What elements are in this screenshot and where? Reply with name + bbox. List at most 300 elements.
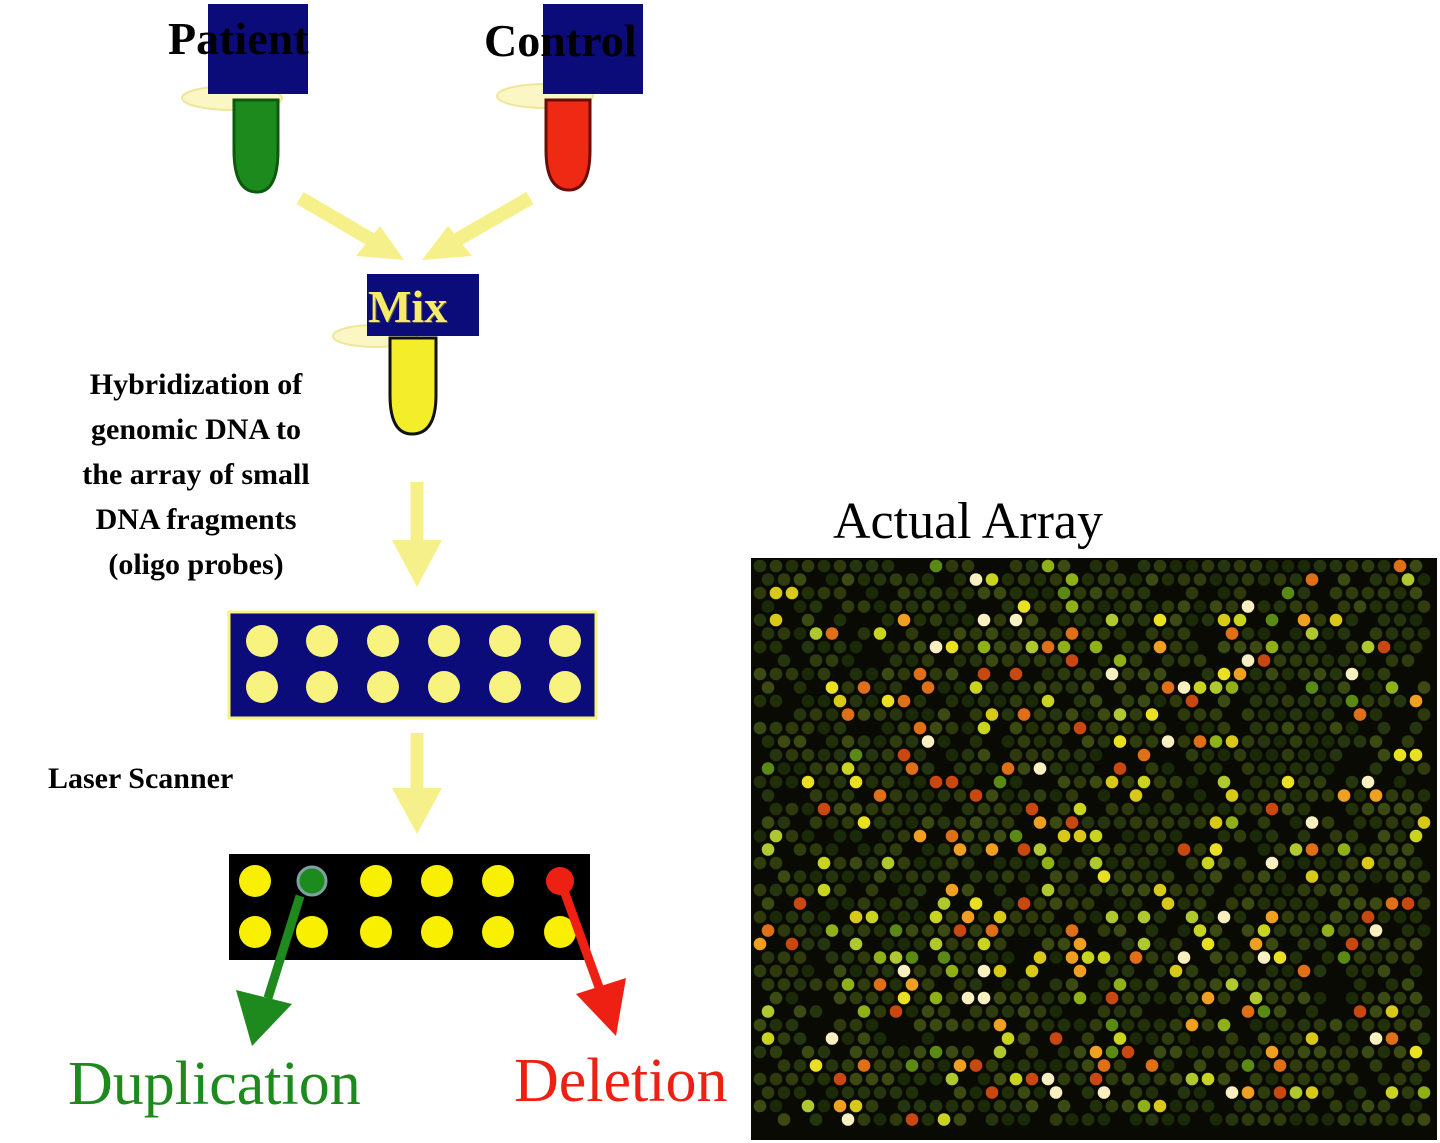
array-spot [1274,1086,1287,1099]
array-spot [1074,830,1087,843]
array-spot [1154,776,1167,789]
array-spot [1138,587,1151,600]
array-spot [1138,938,1151,951]
array-spot [1282,884,1295,897]
array-spot [1050,951,1063,964]
array-spot [1138,830,1151,843]
array-spot [1034,897,1047,910]
array-spot [1098,816,1111,829]
array-spot [914,1019,927,1032]
array-spot [930,992,943,1005]
array-spot [1114,762,1127,775]
array-spot [938,924,951,937]
array-spot [1058,587,1071,600]
array-spot [1018,573,1031,586]
array-spot [802,776,815,789]
array-spot [898,668,911,681]
array-spot [794,708,807,721]
array-spot [946,857,959,870]
array-spot [1202,1100,1215,1113]
array-spot [946,992,959,1005]
array-spot [1074,1046,1087,1059]
array-spot [770,911,783,924]
array-spot [994,1100,1007,1113]
array-spot [882,560,895,573]
array-spot [842,978,855,991]
array-spot [1034,816,1047,829]
array-spot [946,695,959,708]
array-spot [1370,816,1383,829]
array-spot [1386,870,1399,883]
array-spot [1114,1059,1127,1072]
laser-scanner-label: Laser Scanner [48,762,234,795]
array-spot [802,911,815,924]
array-spot [762,978,775,991]
array-spot [1218,965,1231,978]
array-spot [1082,1059,1095,1072]
array-spot [1178,708,1191,721]
array-spot [802,965,815,978]
array-spot [1410,1100,1423,1113]
array-spot [874,573,887,586]
array-spot [1018,762,1031,775]
array-spot [754,1073,767,1086]
array-spot [1122,641,1135,654]
array-spot [858,762,871,775]
array-spot [1410,965,1423,978]
array-spot [1098,573,1111,586]
array-spot [1154,911,1167,924]
array-spot [1314,641,1327,654]
array-spot [818,803,831,816]
array-spot [1074,614,1087,627]
array-spot [1282,911,1295,924]
array-spot [1002,870,1015,883]
array-spot [1362,857,1375,870]
array-spot [778,654,791,667]
array-spot [770,803,783,816]
array-spot [1354,1086,1367,1099]
array-spot [858,627,871,640]
array-spot [922,1059,935,1072]
array-spot [1370,762,1383,775]
array-spot [914,803,927,816]
array-spot [898,776,911,789]
array-spot [1090,776,1103,789]
array-spot [1162,627,1175,640]
array-spot [1058,1073,1071,1086]
array-spot [1290,978,1303,991]
array-spot [1218,911,1231,924]
array-spot [754,911,767,924]
array-spot [1106,1046,1119,1059]
array-spot [1026,560,1039,573]
array-spot [1066,1113,1079,1126]
array-spot [1170,884,1183,897]
array-spot [794,951,807,964]
array-spot [1090,587,1103,600]
array-spot [858,843,871,856]
array-spot [1018,897,1031,910]
array-spot [842,708,855,721]
array-spot [874,735,887,748]
probe-dot [367,671,399,703]
array-spot [946,1046,959,1059]
array-spot [890,843,903,856]
array-spot [1042,722,1055,735]
array-spot [1370,951,1383,964]
array-spot [802,830,815,843]
array-spot [1306,870,1319,883]
array-spot [1162,654,1175,667]
array-spot [890,897,903,910]
array-spot [802,614,815,627]
array-spot [914,1073,927,1086]
array-spot [1186,1046,1199,1059]
array-spot [1258,978,1271,991]
array-spot [1290,951,1303,964]
array-spot [1298,749,1311,762]
array-spot [898,803,911,816]
array-spot [922,735,935,748]
array-spot [1250,749,1263,762]
array-spot [890,654,903,667]
array-spot [1218,830,1231,843]
array-spot [1010,560,1023,573]
array-spot [1410,992,1423,1005]
array-spot [1002,897,1015,910]
array-spot [962,1046,975,1059]
array-spot [858,573,871,586]
array-spot [1370,735,1383,748]
array-spot [1242,1005,1255,1018]
array-spot [898,587,911,600]
array-spot [802,695,815,708]
array-spot [1346,1019,1359,1032]
array-spot [954,762,967,775]
array-spot [1202,938,1215,951]
array-spot [1258,627,1271,640]
array-spot [1138,857,1151,870]
array-spot [1186,641,1199,654]
array-spot [986,762,999,775]
array-spot [1346,857,1359,870]
array-spot [778,924,791,937]
array-spot [1114,897,1127,910]
array-spot [850,803,863,816]
array-spot [930,614,943,627]
array-spot [946,641,959,654]
array-spot [770,668,783,681]
array-spot [1194,924,1207,937]
array-spot [1378,722,1391,735]
array-spot [1290,735,1303,748]
array-spot [1386,789,1399,802]
array-spot [1090,668,1103,681]
array-spot [898,911,911,924]
array-spot [1146,951,1159,964]
array-spot [866,1019,879,1032]
array-spot [810,816,823,829]
array-spot [1114,681,1127,694]
array-spot [978,668,991,681]
array-spot [1314,560,1327,573]
array-spot [1034,1059,1047,1072]
array-spot [970,654,983,667]
array-spot [754,668,767,681]
array-spot [1146,978,1159,991]
array-spot [938,816,951,829]
array-spot [834,1019,847,1032]
array-spot [818,641,831,654]
array-spot [1330,695,1343,708]
array-spot [1066,654,1079,667]
array-spot [1418,1113,1431,1126]
array-spot [754,776,767,789]
array-spot [1314,722,1327,735]
array-spot [1034,1086,1047,1099]
array-spot [1050,654,1063,667]
array-spot [914,911,927,924]
array-spot [1394,560,1407,573]
array-spot [1298,1019,1311,1032]
array-spot [922,1113,935,1126]
array-spot [1010,992,1023,1005]
array-spot [1050,816,1063,829]
array-spot [778,951,791,964]
array-spot [898,857,911,870]
array-spot [994,1046,1007,1059]
array-spot [1202,668,1215,681]
array-spot [1386,843,1399,856]
array-spot [834,1073,847,1086]
array-spot [986,1059,999,1072]
array-spot [866,1100,879,1113]
array-spot [986,816,999,829]
array-spot [882,776,895,789]
array-spot [994,1073,1007,1086]
array-spot [1066,627,1079,640]
array-spot [938,870,951,883]
array-spot [786,830,799,843]
probe-dot [549,671,581,703]
array-spot [890,708,903,721]
array-spot [778,627,791,640]
array-spot [778,978,791,991]
array-spot [1194,681,1207,694]
array-spot [1002,1032,1015,1045]
array-spot [1154,857,1167,870]
array-spot [1418,1086,1431,1099]
array-spot [762,681,775,694]
array-spot [1410,857,1423,870]
array-spot [1218,641,1231,654]
array-spot [1018,627,1031,640]
array-spot [1130,1086,1143,1099]
array-spot [1378,1046,1391,1059]
array-spot [770,587,783,600]
array-spot [1194,762,1207,775]
converge-arrow-right-icon [422,198,530,260]
array-spot [1418,627,1431,640]
array-spot [930,803,943,816]
array-spot [1314,938,1327,951]
array-spot [858,897,871,910]
control-label: Control [484,15,637,66]
array-spot [1050,897,1063,910]
array-spot [946,668,959,681]
array-spot [978,803,991,816]
array-spot [1338,924,1351,937]
array-spot [1050,1032,1063,1045]
array-spot [1106,803,1119,816]
array-spot [1362,938,1375,951]
array-spot [1178,843,1191,856]
array-spot [1154,722,1167,735]
array-spot [1402,816,1415,829]
array-spot [1242,708,1255,721]
array-spot [1122,884,1135,897]
array-spot [794,762,807,775]
array-spot [1298,668,1311,681]
array-spot [1354,708,1367,721]
array-spot [1242,789,1255,802]
array-spot [786,587,799,600]
array-spot [834,749,847,762]
array-spot [1034,789,1047,802]
array-spot [1274,843,1287,856]
array-spot [874,897,887,910]
array-spot [1306,681,1319,694]
array-spot [970,735,983,748]
array-spot [1370,897,1383,910]
array-spot [1050,1005,1063,1018]
array-spot [794,681,807,694]
array-spot [1242,627,1255,640]
array-spot [1154,1073,1167,1086]
array-spot [1354,789,1367,802]
array-spot [890,1113,903,1126]
array-spot [1354,897,1367,910]
array-spot [1266,911,1279,924]
array-spot [1026,749,1039,762]
array-spot [954,627,967,640]
array-spot [890,924,903,937]
array-spot [1314,965,1327,978]
array-spot [1234,911,1247,924]
array-spot [1306,897,1319,910]
array-spot [1370,789,1383,802]
array-spot [762,762,775,775]
array-spot [778,762,791,775]
array-spot [1362,587,1375,600]
array-spot [1378,641,1391,654]
array-spot [866,1073,879,1086]
array-spot [890,870,903,883]
array-spot [906,870,919,883]
array-spot [1226,816,1239,829]
array-spot [922,654,935,667]
array-spot [786,776,799,789]
array-spot [786,938,799,951]
array-spot [1146,735,1159,748]
array-spot [1098,843,1111,856]
array-spot [1034,681,1047,694]
array-spot [810,870,823,883]
array-spot [1154,938,1167,951]
array-spot [1226,1086,1239,1099]
array-spot [898,749,911,762]
array-spot [930,911,943,924]
array-spot [1378,560,1391,573]
array-spot [1146,627,1159,640]
probe-dot [549,625,581,657]
array-spot [962,884,975,897]
array-spot [1370,1032,1383,1045]
array-spot [802,641,815,654]
array-spot [1002,789,1015,802]
array-spot [1394,911,1407,924]
array-spot [1314,1073,1327,1086]
array-spot [1114,708,1127,721]
array-spot [826,924,839,937]
array-spot [1178,627,1191,640]
array-spot [842,789,855,802]
array-spot [1330,587,1343,600]
array-spot [1218,1019,1231,1032]
array-spot [970,762,983,775]
array-spot [1234,830,1247,843]
array-spot [1346,803,1359,816]
array-spot [1338,681,1351,694]
array-spot [930,587,943,600]
array-spot [1010,749,1023,762]
array-spot [1114,951,1127,964]
array-spot [1298,911,1311,924]
array-spot [874,1086,887,1099]
array-spot [1106,1019,1119,1032]
array-spot [954,654,967,667]
scan-dot [421,865,453,897]
array-spot [1194,789,1207,802]
array-spot [970,843,983,856]
array-spot [794,897,807,910]
array-spot [1394,884,1407,897]
array-spot [1066,708,1079,721]
array-spot [1322,843,1335,856]
array-spot [1282,695,1295,708]
array-spot [1098,735,1111,748]
array-spot [1330,614,1343,627]
array-spot [1266,1100,1279,1113]
array-spot [1178,1113,1191,1126]
array-spot [1114,1005,1127,1018]
array-spot [1282,803,1295,816]
array-spot [1290,654,1303,667]
array-spot [1002,708,1015,721]
array-spot [1242,897,1255,910]
array-spot [1274,735,1287,748]
array-spot [778,1113,791,1126]
array-spot [1074,695,1087,708]
array-spot [754,560,767,573]
array-spot [1266,857,1279,870]
array-spot [1162,600,1175,613]
array-spot [1050,627,1063,640]
array-spot [1338,1032,1351,1045]
array-spot [1130,870,1143,883]
array-spot [1378,749,1391,762]
